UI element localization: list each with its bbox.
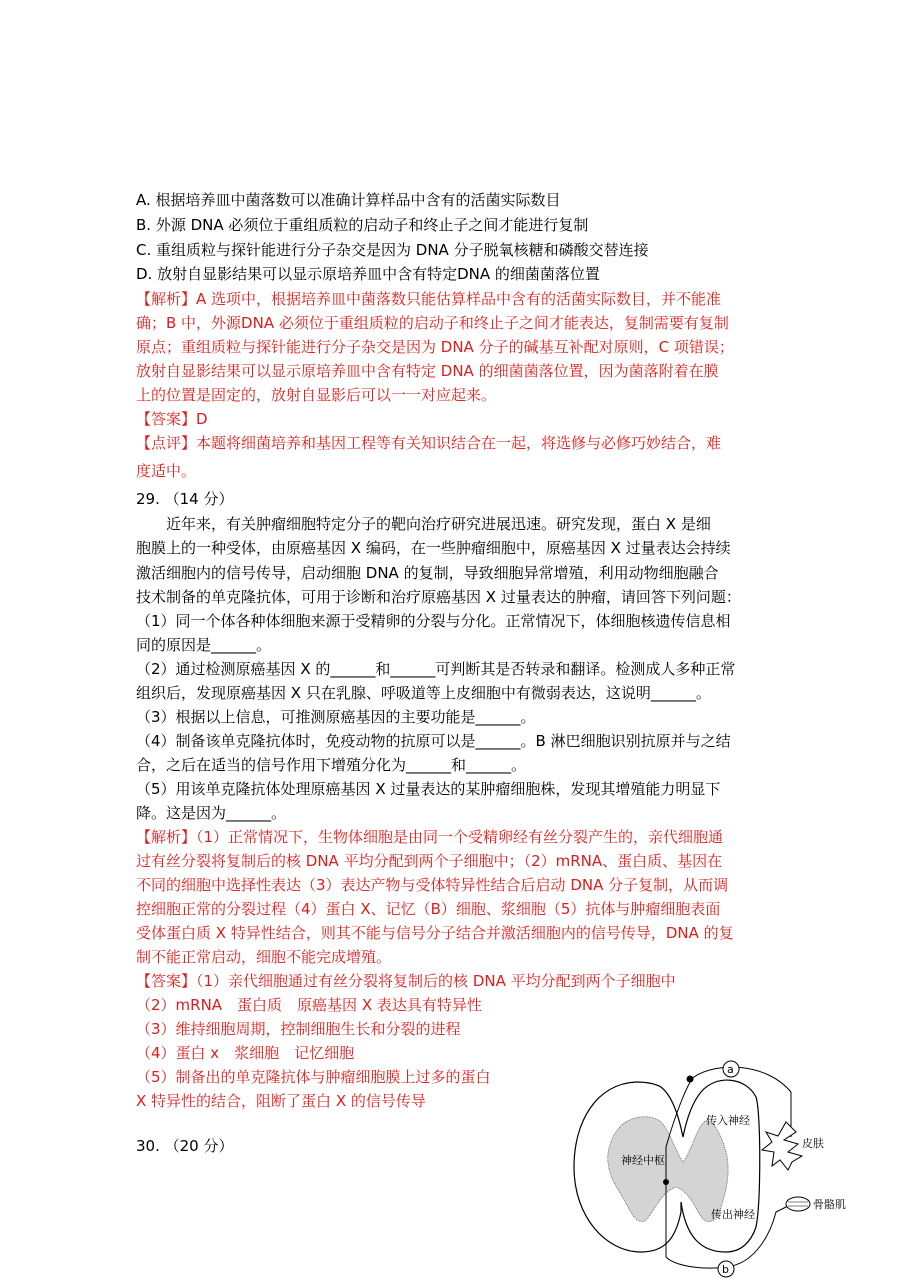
point-b-label: b	[722, 1263, 729, 1276]
q29-question-line: （5）用该单克隆抗体处理原癌基因 X 过量表达的某肿瘤细胞株，发现其增殖能力明显下	[136, 780, 721, 798]
option-c: C. 重组质粒与探针能进行分子杂交是因为 DNA 分子脱氧核糖和磷酸交替连接	[136, 241, 649, 259]
q29-stem-line: 技术制备的单克隆抗体，可用于诊断和治疗原癌基因 X 过量表达的肿瘤，请回答下列问题：	[136, 588, 741, 606]
q29-answer-line: （3）维持细胞周期，控制细胞生长和分裂的进程	[136, 1020, 461, 1038]
point-a-label: a	[727, 1063, 734, 1076]
q29-question-line: 降。这是因为______。	[136, 804, 287, 822]
q29-answer-line: （4）蛋白 x 浆细胞 记忆细胞	[136, 1044, 355, 1062]
q29-stem-line: 激活细胞内的信号传导，启动细胞 DNA 的复制，导致细胞异常增殖，利用动物细胞融合	[136, 564, 719, 582]
skin-icon	[762, 1122, 802, 1170]
option-d: D. 放射自显影结果可以显示原培养皿中含有特定DNA 的细菌菌落位置	[136, 265, 600, 283]
q29-question-line: 合，之后在适当的信号作用下增殖分化为______和______。	[136, 756, 527, 774]
q29-question-line: 组织后，发现原癌基因 X 只在乳腺、呼吸道等上皮细胞中有微弱表达，这说明______。	[136, 684, 711, 702]
q28-analysis-line: 上的位置是固定的，放射自显影后可以一一对应起来。	[136, 386, 497, 404]
q28-analysis-line: 原点；重组质粒与探针能进行分子杂交是因为 DNA 分子的碱基互补配对原则，C 项错误；	[136, 338, 734, 356]
reflex-arc-diagram	[566, 1052, 856, 1282]
q29-question-line: （4）制备该单克隆抗体时，免疫动物的抗原可以是______。B 淋巴细胞识别抗原并与之结	[136, 732, 731, 750]
q29-question-line: （2）通过检测原癌基因 X 的______和______可判断其是否转录和翻译。检测成人多种正常	[136, 660, 736, 678]
skin-label: 皮肤	[802, 1137, 824, 1150]
q29-heading: 29. （14 分）	[136, 490, 234, 508]
muscle-label: 骨骼肌	[813, 1198, 846, 1211]
q28-comment-line: 【点评】本题将细菌培养和基因工程等有关知识结合在一起，将选修与必修巧妙结合，难	[136, 434, 722, 452]
q29-answer-line: X 特异性的结合，阻断了蛋白 X 的信号传导	[136, 1092, 426, 1110]
q29-analysis-line: 控细胞正常的分裂过程（4）蛋白 X、记忆（B）细胞、浆细胞（5）抗体与肿瘤细胞表面	[136, 900, 721, 918]
q29-analysis-line: 不同的细胞中选择性表达（3）表达产物与受体特异性结合后启动 DNA 分子复制，从而调	[136, 876, 729, 894]
q29-question-line: （1）同一个体各种体细胞来源于受精卵的分裂与分化。正常情况下，体细胞核遗传信息相	[136, 612, 731, 630]
q29-analysis-line: 过有丝分裂将复制后的核 DNA 平均分配到两个子细胞中；（2）mRNA、蛋白质、基因在	[136, 852, 723, 870]
q29-question-line: 同的原因是______。	[136, 636, 272, 654]
q30-heading: 30. （20 分）	[136, 1137, 234, 1155]
afferent-label: 传入神经	[706, 1114, 750, 1127]
q28-analysis-line: 【解析】A 选项中，根据培养皿中菌落数只能估算样品中含有的活菌实际数目，并不能准	[136, 290, 722, 308]
q29-answer-line: （5）制备出的单克隆抗体与肿瘤细胞膜上过多的蛋白	[136, 1068, 491, 1086]
q28-answer: 【答案】D	[136, 410, 208, 428]
q28-analysis-line: 确；B 中，外源DNA 必须位于重组质粒的启动子和终止子之间才能表达，复制需要有复制	[136, 314, 729, 332]
q28-comment-line: 度适中。	[136, 462, 197, 480]
q29-analysis-line: 制不能正常启动，细胞不能完成增殖。	[136, 948, 392, 966]
q29-analysis-line: 受体蛋白质 X 特异性结合，则其不能与信号分子结合并激活细胞内的信号传导，DNA 的复	[136, 924, 734, 942]
q29-answer-line: （2）mRNA 蛋白质 原癌基因 X 表达具有特异性	[136, 996, 482, 1014]
q29-answer-line: 【答案】（1）亲代细胞通过有丝分裂将复制后的核 DNA 平均分配到两个子细胞中	[136, 972, 676, 990]
q29-analysis-line: 【解析】（1）正常情况下，生物体细胞是由同一个受精卵经有丝分裂产生的，亲代细胞通	[136, 828, 724, 846]
efferent-label: 传出神经	[711, 1208, 755, 1221]
q29-stem-line: 胞膜上的一种受体，由原癌基因 X 编码，在一些肿瘤细胞中，原癌基因 X 过量表达会持续	[136, 539, 731, 557]
q29-question-line: （3）根据以上信息，可推测原癌基因的主要功能是______。	[136, 708, 536, 726]
ganglion-cell	[687, 1076, 694, 1083]
option-a: A. 根据培养皿中菌落数可以准确计算样品中含有的活菌实际数目	[136, 191, 561, 209]
q29-stem-line: 近年来，有关肿瘤细胞特定分子的靶向治疗研究进展迅速。研究发现，蛋白 X 是细	[136, 515, 711, 533]
option-b: B. 外源 DNA 必须位于重组质粒的启动子和终止子之间才能进行复制	[136, 216, 589, 234]
q28-analysis-line: 放射自显影结果可以显示原培养皿中含有特定 DNA 的细菌菌落位置，因为菌落附着在膜	[136, 362, 719, 380]
gray-matter-label: 神经中枢	[621, 1154, 665, 1167]
muscle-icon	[786, 1197, 810, 1211]
